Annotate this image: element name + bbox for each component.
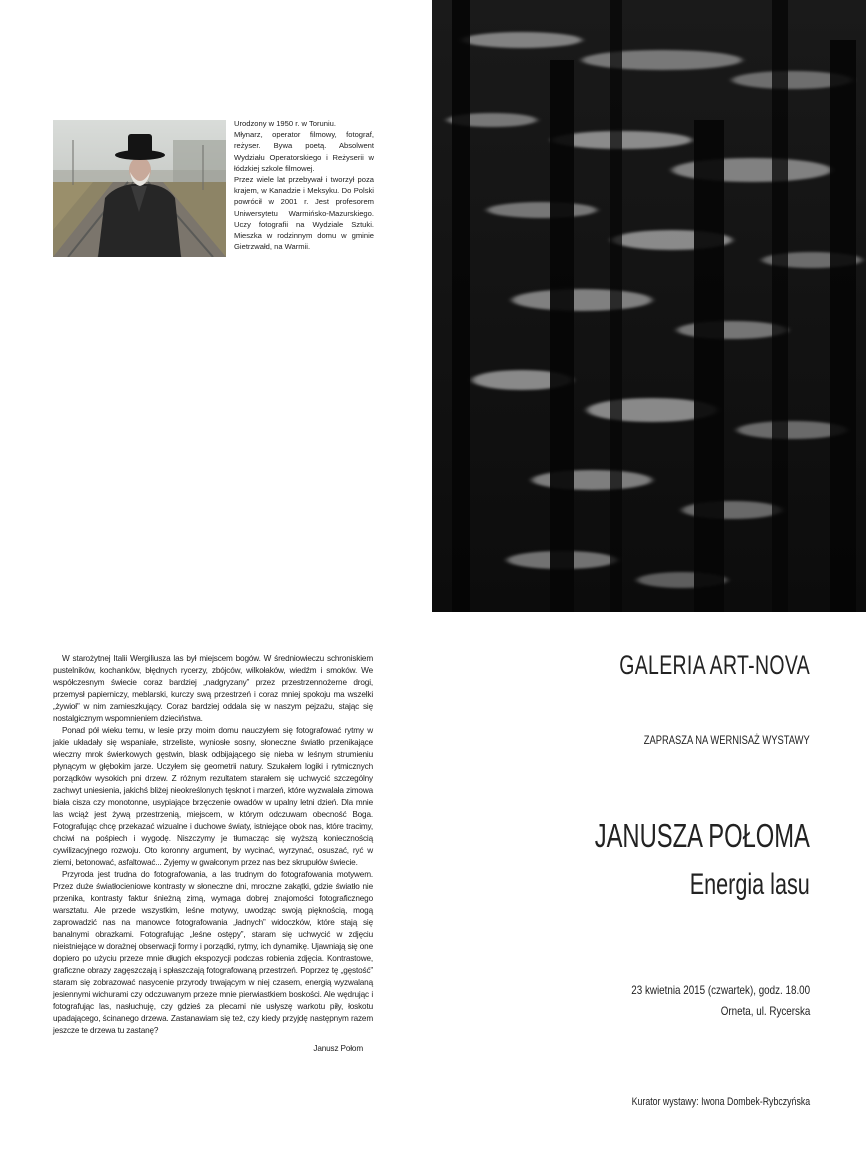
artist-biography xyxy=(234,118,374,252)
exhibition-title: Energia lasu xyxy=(689,868,810,901)
essay-signature: Janusz Połom xyxy=(313,1044,363,1053)
event-location: Orneta, ul. Rycerska xyxy=(720,1004,810,1018)
bio-paragraph: Przez wiele lat przebywał i tworzył poza krajem, w Kanadzie i Meksyku. Do Polski powrócił w 2001 r. Jest profesorem Uniwersytetu Warmińsko-Mazurskiego. Uczy fotografii na Wydziale Sztuki. Mieszka w rodzinnym domu w gminie Gietrzwałd, na Warmii. xyxy=(234,175,374,252)
artist-essay xyxy=(53,653,373,1055)
bio-paragraph: Urodzony w 1950 r. w Toruniu. xyxy=(234,119,337,128)
gallery-name: GALERIA ART-NOVA xyxy=(619,650,810,680)
event-date: 23 kwietnia 2015 (czwartek), godz. 18.00 xyxy=(631,983,810,997)
essay-paragraph: Ponad pół wieku temu, w lesie przy moim domu nauczyłem się fotografować rytmy w jakie układały się wspaniałe, strzeliste, wyniosłe sosny, słoneczne światło przenikające wieczny mrok świerkowych gęstwin, blask odbijającego się nieba w leśnym strumieniu płynącym w głębokim jarze. Uczyłem się geometrii natury. Szukałem logiki i rytmicznych porządków wysokich pni drzew. Z różnym rezultatem starałem się uchwycić szczególny zachwyt uniesienia, jakichś bliżej nieokreślonych tęsknot i marzeń, które wyzwalała zimowa biała cisza czy monotonne, usypiające brzęczenie owadów w upalny letni dzień. Dla mnie las wciąż jest żywą przestrzenią, miejscem, w którym odczuwam obecność Boga. Fotografując chcę przekazać wizualne i duchowe światy, istniejące obok nas, które tracimy, chciwi na pośpiech i wygodę. Niszczymy je tłumacząc się wyższą koniecznością cywilizacyjnego rozwoju. Oto koronny argument, by wycinać, wyrzynać, osuszać, ryć w ziemi, betonować, asfaltować... Żyjemy w gwałconym przez nas bez skrupułów świecie. xyxy=(53,726,373,867)
artist-portrait-photo xyxy=(53,120,226,257)
essay-paragraph: W starożytnej Italii Wergiliusza las był miejscem bogów. W średniowieczu schroniskiem pustelników, kochanków, błędnych rycerzy, zbójców, wilkołaków, wiedźm i smoków. We współczesnym świecie coraz bardziej „nadgryzany” przez przestrzennożerne drogi, przemysł papierniczy, meblarski, kurczy swą przestrzeń i coraz mniej spokoju ma wszelki „żywioł” w nim zamieszkujący. Coraz bardziej oddala się w naszym pejzażu, stając się nostalgicznym wspomnieniem dzieciństwa. xyxy=(53,654,373,723)
curator-credit: Kurator wystawy: Iwona Dombek-Rybczyńska xyxy=(631,1096,810,1108)
artist-name: JANUSZA POŁOMA xyxy=(594,817,810,854)
essay-paragraph: Przyroda jest trudna do fotografowania, a las trudnym do fotografowania motywem. Przez duże światłocieniowe kontrasty w słoneczne dni, mroczne zakątki, gdzie światło nie przenika, kontrasty faktur śnieżną zimą, wymaga dobrej znajomości fotograficznego warsztatu. Ale przede wszystkim, leśne motywy, uwodząc swoją pięknością, mogą zaprowadzić nas na manowce fotografowania „ładnych” widoczków, które stają się banalnymi obrazkami. Fotografując „leśne ostępy”, staram się uchwycić w zdjęciu nieistniejące w dorażnej obserwacji formy i porządki, rytmy, ich dynamikę. Ujawniają się one dopiero po użyciu przeze mnie długich ekspozycji podczas robienia zdjęcia. Kontrastowe, graficzne obrazy zagęszczają i spłaszczają fotografowaną przestrzeń. Poprzez tę „gęstość” staram się zobrazować nasycenie przyrody trwającym w niej czasem, energią wyzwalaną jesiennymi wichurami czy odczuwanym przeze mnie pierwiastkiem boskości. Ale wędrując i fotografując las, nasłuchuję, czy gdzieś za plecami nie usłyszę warkotu piły, łoskotu upadającego, ścinanego drzewa. Zastanawiam się też, czy kiedy przyjdę następnym razem jeszcze te drzewa tu zastanę? xyxy=(53,870,373,1035)
invitation-line: ZAPRASZA NA WERNISAŻ WYSTAWY xyxy=(644,733,810,747)
bio-paragraph: Młynarz, operator filmowy, fotograf, reżyser. Bywa poetą. Absolwent Wydziału Operatorskiego i Reżyserii w łódzkiej szkole filmowej. xyxy=(234,130,374,173)
forest-photo xyxy=(432,0,866,612)
